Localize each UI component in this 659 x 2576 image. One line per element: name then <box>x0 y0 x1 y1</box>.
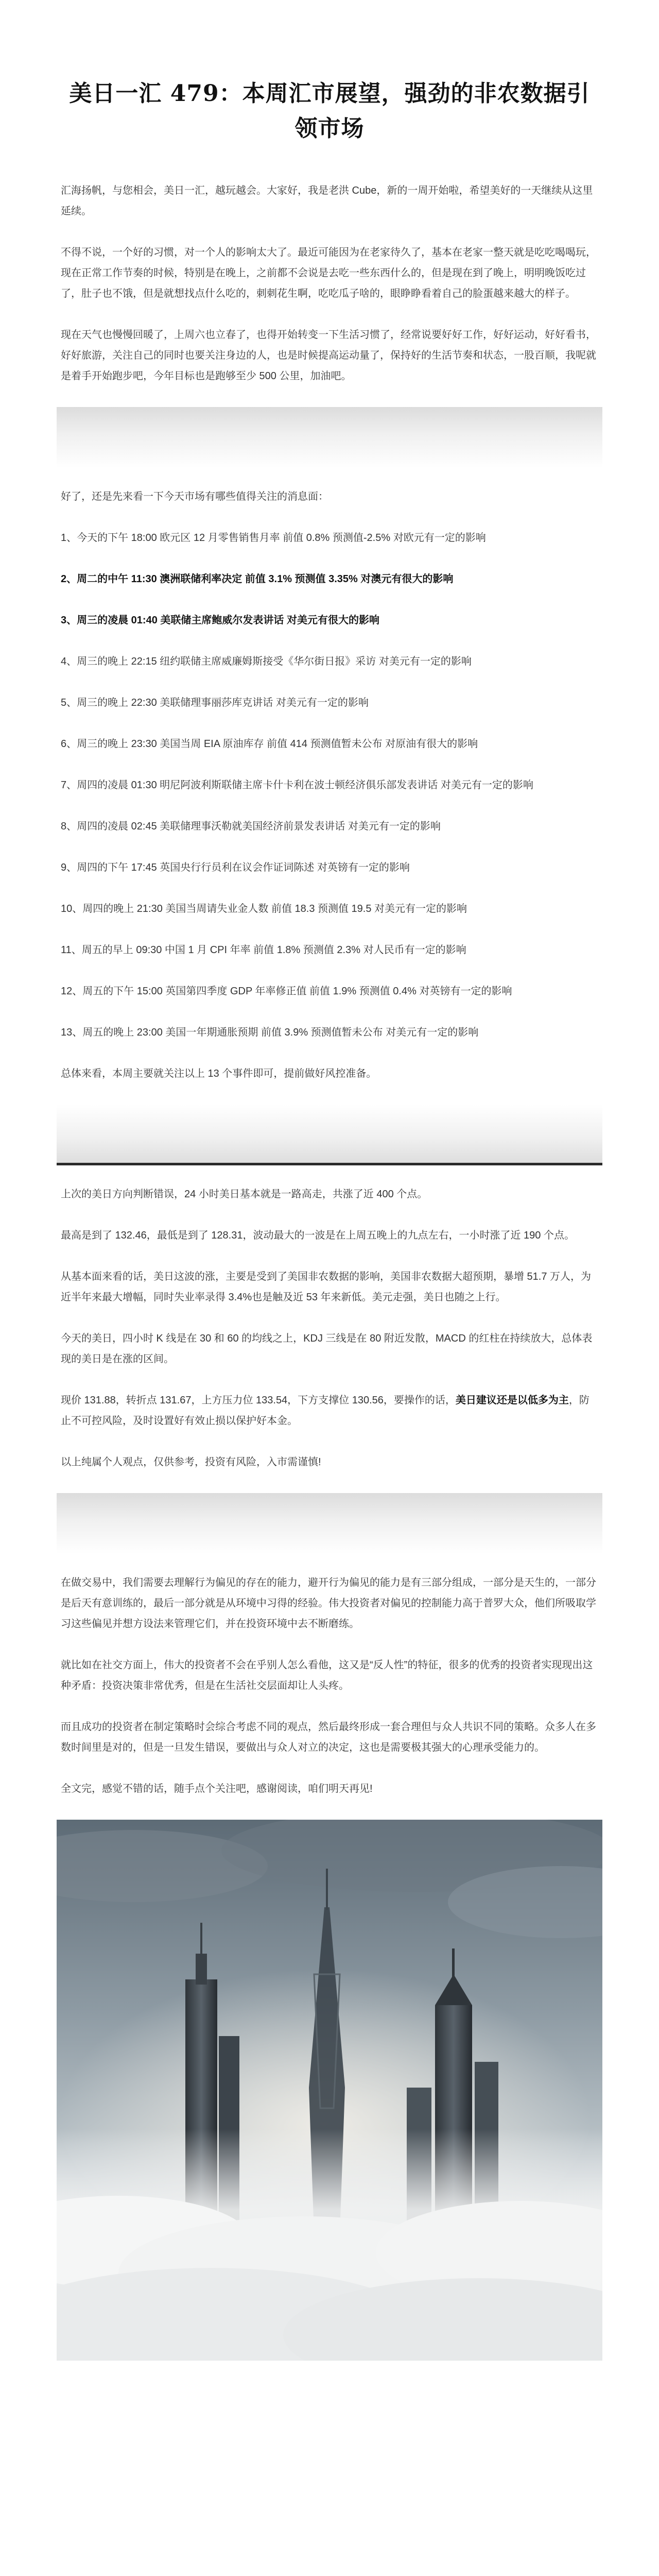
analysis-paragraph: 上次的美日方向判断错误，24 小时美日基本就是一路高走，共涨了近 400 个点。 <box>61 1189 428 1200</box>
events-list <box>61 528 598 1043</box>
event-item: 11、周五的早上 09:30 中国 1 月 CPI 年率 前值 1.8% 预测值 2.3% 对人民币有一定的影响 <box>61 944 466 956</box>
event-item: 12、周五的下午 15:00 英国第四季度 GDP 年率修正值 前值 1.9% 预测值 0.4% 对英镑有一定的影响 <box>61 986 512 997</box>
analysis-paragraph: 最高是到了 132.46，最低是到了 128.31，波动最大的一波是在上周五晚上的九点左右，一小时涨了近 190 个点。 <box>61 1230 575 1241</box>
event-item: 2、周二的中午 11:30 澳洲联储利率决定 前值 3.1% 预测值 3.35% 对澳元有很大的影响 <box>61 573 454 585</box>
intro-paragraph: 现在天气也慢慢回暖了，上周六也立春了，也得开始转变一下生活习惯了，经常说要好好工作，好好运动，好好看书，好好旅游，关注自己的同时也要关注身边的人，也是时候提高运动量了，保持好的生活节奏和状态，一股百顺，我呢就是着手开始跑步吧，今年目标也是跑够至少 500 公里，加油吧。 <box>61 329 596 382</box>
intro-paragraph: 不得不说，一个好的习惯，对一个人的影响太大了。最近可能因为在老家待久了，基本在老家一整天就是吃吃喝喝玩，现在正常工作节奏的时候，特别是在晚上，之前都不会说是去吃一些东西什么的，但是现在到了晚上，明明晚饭吃过了，肚子也不饿，但是就想找点什么吃的，刺刺花生啊，吃吃瓜子啥的，眼睁睁看着自己的脸蛋越来越大的样子。 <box>61 247 596 299</box>
intro-paragraph: 汇海扬帆，与您相会，美日一汇，越玩越会。大家好，我是老洪 Cube，新的一周开始啦，希望美好的一天继续从这里延续。 <box>61 185 593 217</box>
analysis-paragraph: 从基本面来看的话，美日这波的涨，主要是受到了美国非农数据的影响，美国非农数据大超预期，暴增 51.7 万人，为近半年来最大增幅，同时失业率录得 3.4%也是触及近 53 年来新低。美元走强，美日也随之上行。 <box>61 1271 592 1303</box>
event-item: 13、周五的晚上 23:00 美国一年期通胀预期 前值 3.9% 预测值暂未公布 对美元有一定的影响 <box>61 1027 479 1038</box>
event-item: 1、今天的下午 18:00 欧元区 12 月零售销售月率 前值 0.8% 预测值-2.5% 对欧元有一定的影响 <box>61 532 486 544</box>
trade-plan <box>61 1390 598 1431</box>
city-skyline-photo <box>57 1820 602 2361</box>
event-item: 8、周四的凌晨 02:45 美联储理事沃勒就美国经济前景发表讲话 对美元有一定的影响 <box>61 821 441 832</box>
closing-paragraph: 全文完，感觉不错的话，随手点个关注吧，感谢阅读，咱们明天再见! <box>61 1783 373 1794</box>
trade-plan-prefix: 现价 131.88，转折点 131.67，上方压力位 133.54，下方支撑位 130.56，要操作的话， <box>61 1395 456 1406</box>
event-item: 9、周四的下午 17:45 英国央行行员利在议会作证词陈述 对英镑有一定的影响 <box>61 862 410 873</box>
trade-plan-recommendation: 美日建议还是以低多为主 <box>455 1395 569 1406</box>
closing-paragraph: 而且成功的投资者在制定策略时会综合考虑不同的观点，然后最终形成一套合理但与众人共识不同的策略。众多人在多数时间里是对的，但是一旦发生错误，要做出与众人对立的决定，这也是需要极其强大的心理承受能力的。 <box>61 1721 596 1753</box>
article-title: 美日一汇 479：本周汇市展望，强劲的非农数据引领市场 <box>69 80 590 142</box>
analysis-paragraph: 今天的美日，四小时 K 线是在 30 和 60 的均线之上，KDJ 三线是在 80 附近发散，MACD 的红柱在持续放大，总体表现的美日是在涨的区间。 <box>61 1333 593 1365</box>
section-divider <box>57 407 602 468</box>
section-divider <box>57 1493 602 1554</box>
event-item: 5、周三的晚上 22:30 美联储理事丽莎库克讲话 对美元有一定的影响 <box>61 697 369 708</box>
events-summary: 总体来看，本周主要就关注以上 13 个事件即可，提前做好风控准备。 <box>61 1068 377 1079</box>
event-item: 7、周四的凌晨 01:30 明尼阿波利斯联储主席卡什卡利在波士顿经济俱乐部发表讲话 对美元有一定的影响 <box>61 779 533 791</box>
closing-paragraph: 就比如在社交方面上，伟大的投资者不会在乎别人怎么看他，这又是“反人性”的特征，很多的优秀的投资者实现现出这种矛盾：投资决策非常优秀，但是在生活社交层面却让人头疼。 <box>61 1659 593 1691</box>
article-content <box>57 180 602 1799</box>
article <box>57 0 602 2361</box>
event-item: 3、周三的凌晨 01:40 美联储主席鲍威尔发表讲话 对美元有很大的影响 <box>61 615 379 626</box>
trade-plan-suffix: ，防止不可控风险，及时设置好有效止损以保护好本金。 <box>61 1395 589 1427</box>
closing-paragraph: 在做交易中，我们需要去理解行为偏见的存在的能力，避开行为偏见的能力是有三部分组成，一部分是天生的，一部分是后天有意训练的，最后一部分就是从环境中习得的经验。伟大投资者对偏见的控制能力高于普罗大众，他们所吸取学习这些偏见并想方设法来管理它们，并在投资环境中去不断磨练。 <box>61 1577 596 1630</box>
section-divider <box>57 1105 602 1165</box>
events-intro: 好了，还是先来看一下今天市场有哪些值得关注的消息面： <box>61 491 328 502</box>
event-item: 4、周三的晚上 22:15 纽约联储主席威廉姆斯接受《华尔街日报》采访 对美元有一定的影响 <box>61 656 472 667</box>
disclaimer: 以上纯属个人观点，仅供参考，投资有风险，入市需谨慎! <box>61 1456 321 1468</box>
event-item: 6、周三的晚上 23:30 美国当周 EIA 原油库存 前值 414 预测值暂未公布 对原油有很大的影响 <box>61 738 478 750</box>
event-item: 10、周四的晚上 21:30 美国当周请失业金人数 前值 18.3 预测值 19.5 对美元有一定的影响 <box>61 903 467 914</box>
